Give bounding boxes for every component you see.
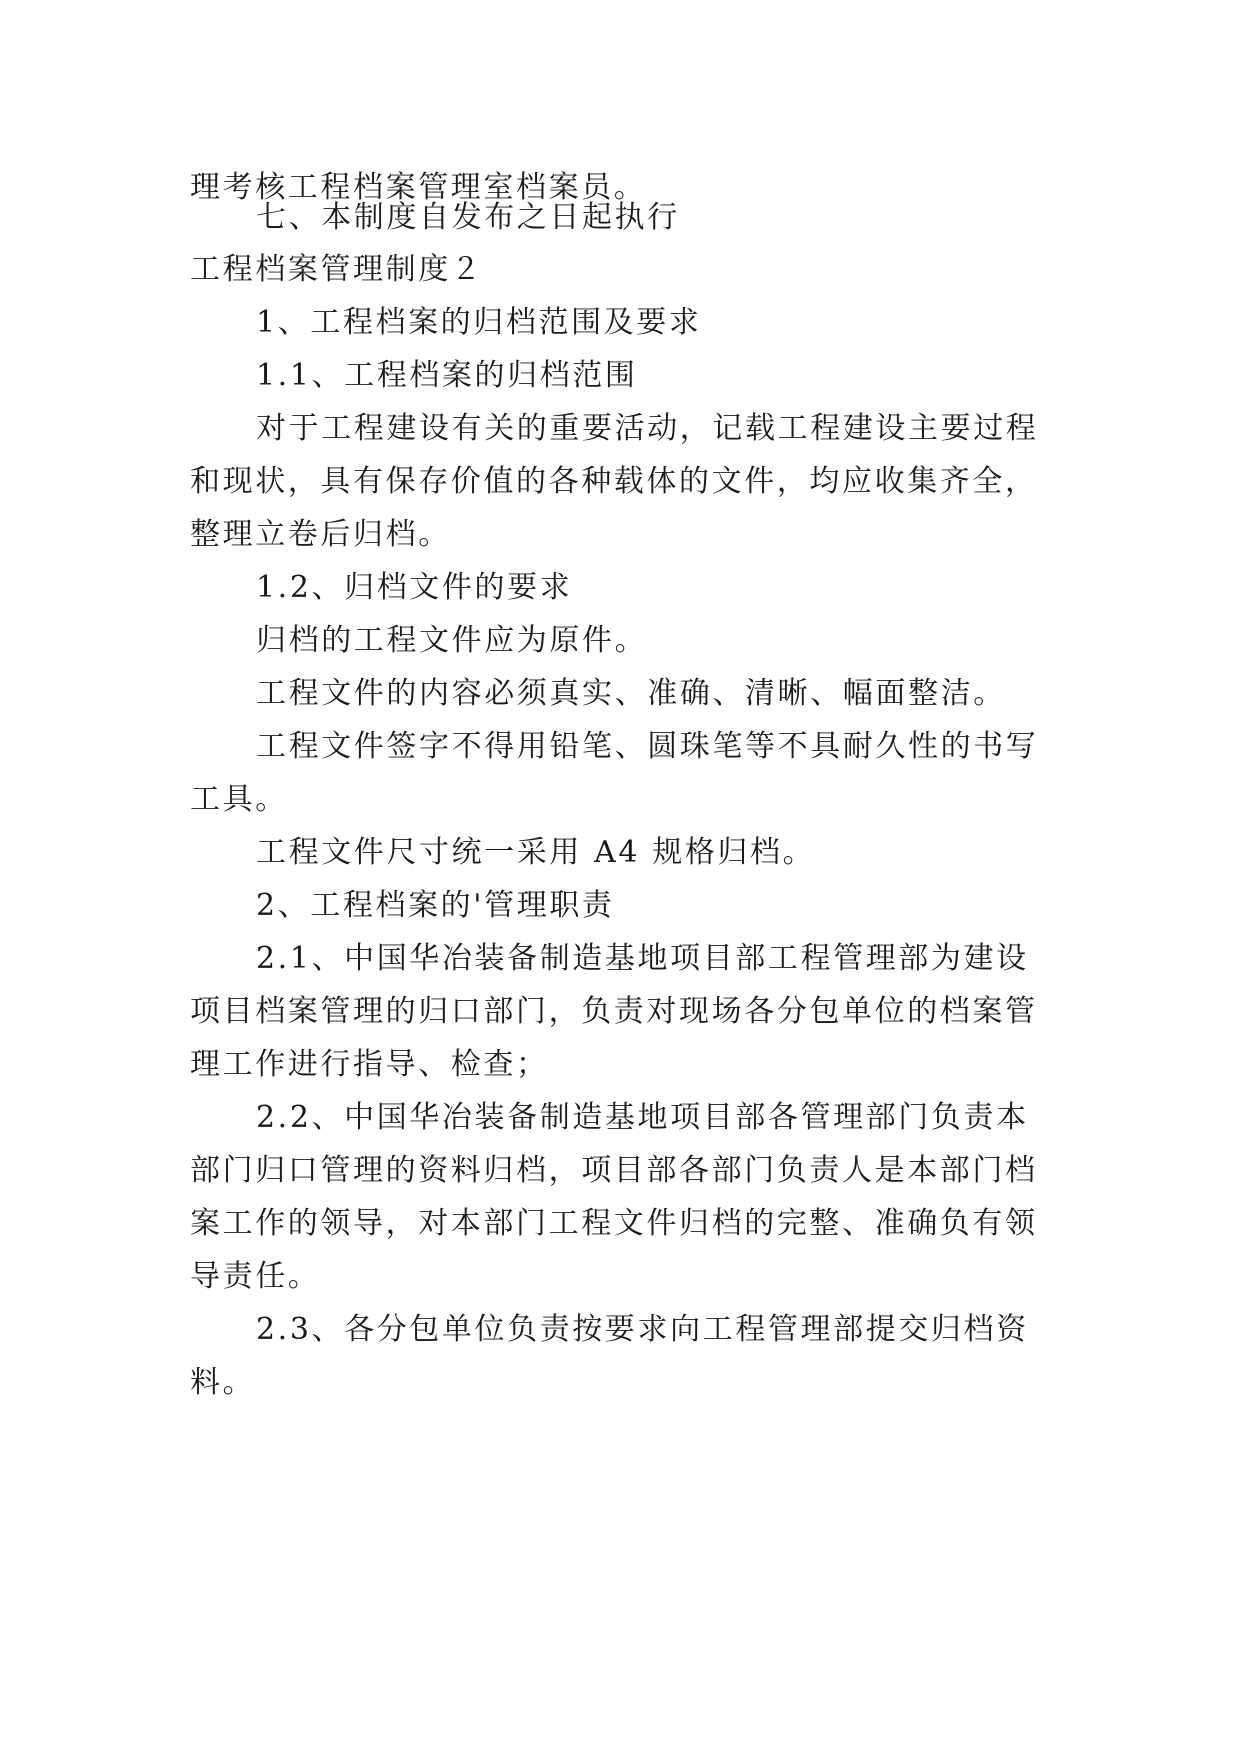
text-line: 归档的工程文件应为原件。 (256, 623, 648, 658)
text-line: 2.2、中国华冶装备制造基地项目部各管理部门负责本 (256, 1100, 1029, 1135)
text-line: 1、工程档案的归档范围及要求 (256, 305, 702, 340)
text-line: 导责任。 (190, 1259, 321, 1294)
text-line: 和现状，具有保存价值的各种载体的文件，均应收集齐全， (190, 464, 1038, 499)
text-line: 工程文件签字不得用铅笔、圆珠笔等不具耐久性的书写 (256, 729, 1039, 764)
text-line: 工程文件尺寸统一采用 A4 规格归档。 (256, 835, 816, 870)
text-line: 项目档案管理的归口部门，负责对现场各分包单位的档案管 (190, 994, 1038, 1029)
text-line: 1.2、归档文件的要求 (256, 570, 573, 605)
text-line: 2.1、中国华冶装备制造基地项目部工程管理部为建设 (256, 941, 1029, 976)
text-line: 理考核工程档案管理室档案员。 (190, 170, 647, 205)
text-line: 工程文件的内容必须真实、准确、清晰、幅面整洁。 (256, 676, 1006, 711)
text-line: 部门归口管理的资料归档，项目部各部门负责人是本部门档 (190, 1153, 1038, 1188)
text-line: 对于工程建设有关的重要活动，记载工程建设主要过程 (256, 411, 1039, 446)
text-line: 料。 (190, 1365, 256, 1400)
text-line: 2.3、各分包单位负责按要求向工程管理部提交归档资 (256, 1312, 1029, 1347)
text-line: 工具。 (190, 782, 288, 817)
section-title: 工程档案管理制度２ (190, 252, 484, 287)
text-line: 案工作的领导，对本部门工程文件归档的完整、准确负有领 (190, 1206, 1038, 1241)
text-line: 2、工程档案的'管理职责 (256, 888, 615, 923)
text-line: 整理立卷后归档。 (190, 517, 451, 552)
text-line: 1.1、工程档案的归档范围 (256, 358, 638, 393)
text-line: 理工作进行指导、检查； (190, 1047, 549, 1082)
text-line: 七、本制度自发布之日起执行 (256, 200, 680, 235)
